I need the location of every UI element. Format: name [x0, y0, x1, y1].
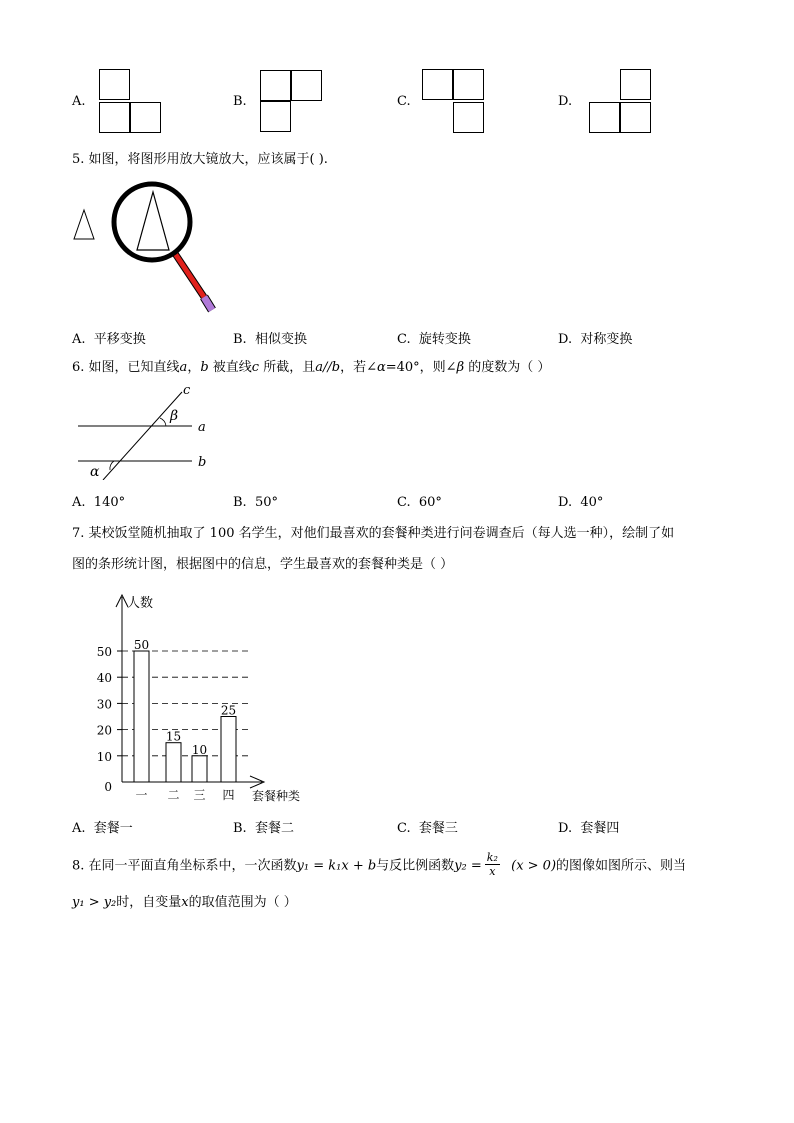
- q5-option-c[interactable]: C. 旋转变换: [397, 332, 471, 347]
- small-triangle: [74, 210, 94, 239]
- q7-stem-line1: 7. 某校饭堂随机抽取了 100 名学生，对他们最喜欢的套餐种类进行问卷调查后（每人选一种），绘制了如: [72, 526, 675, 541]
- label-b: b: [198, 455, 207, 470]
- bar-2: [166, 743, 181, 782]
- q5-magnifier-figure: [66, 180, 226, 320]
- q6-option-b[interactable]: B. 50°: [233, 495, 278, 510]
- y-tick-label-20: 20: [96, 723, 112, 738]
- label-a: a: [198, 420, 206, 435]
- y-tick-label-50: 50: [96, 645, 112, 659]
- q8-stem-line2: y₁ > y₂时，自变量x的取值范围为（ ）: [72, 895, 297, 910]
- category-label-1: 一: [135, 788, 148, 802]
- q6-option-c[interactable]: C. 60°: [397, 495, 442, 510]
- q8-fraction: $\frac{\text{k₂}}{x}$: [486, 851, 498, 878]
- y-tick-label-0: 0: [104, 780, 112, 794]
- q7-option-a[interactable]: A. 套餐一: [72, 821, 133, 836]
- q4-option-a-letter: A.: [72, 94, 86, 109]
- q7-option-d[interactable]: D. 套餐四: [558, 821, 620, 836]
- y-tick-label-40: 40: [96, 671, 112, 686]
- bar-value-label-2: 15: [165, 729, 182, 744]
- q6-option-a[interactable]: A. 140°: [72, 495, 126, 510]
- q5-option-d[interactable]: D. 对称变换: [558, 332, 633, 347]
- label-alpha: α: [90, 464, 100, 480]
- bar-4: [221, 717, 236, 783]
- bar-1: [134, 651, 149, 782]
- q5-option-b[interactable]: B. 相似变换: [233, 332, 307, 347]
- bar-value-label-4: 25: [220, 703, 237, 718]
- q4-option-b-letter: B.: [233, 94, 247, 109]
- x-axis-label: 套餐种类: [252, 789, 301, 803]
- q6-option-d[interactable]: D. 40°: [558, 495, 604, 510]
- q7-option-b[interactable]: B. 套餐二: [233, 821, 294, 836]
- category-label-2: 二: [167, 788, 180, 802]
- bar-value-label-3: 10: [191, 742, 208, 757]
- category-label-3: 三: [193, 788, 206, 802]
- y-tick-label-10: 10: [96, 749, 112, 764]
- magnifier-handle: [174, 252, 206, 300]
- q8-formula-inverse-lhs: y₂ =: [454, 858, 482, 874]
- q5-stem: 5. 如图，将图形用放大镜放大，应该属于( ).: [72, 152, 328, 167]
- magnifier-handle-end: [204, 297, 212, 310]
- y-tick-label-30: 30: [96, 697, 112, 712]
- q4-option-c-letter: C.: [397, 94, 411, 109]
- bar-value-label-1: 50: [133, 638, 150, 652]
- y-axis-label: 人数: [127, 596, 154, 611]
- q4-option-d-letter: D.: [558, 94, 573, 109]
- q8-stem-line1: 8. 在同一平面直角坐标系中，一次函数y₁ = k₁x + b与反比例函数y₂ = $\frac{\text{k₂}}{x}$ (x > 0)的图像如图所示、则当: [72, 851, 687, 878]
- label-c: c: [183, 383, 191, 398]
- q7-stem-line2: 图的条形统计图，根据图中的信息，学生最喜欢的套餐种类是（ ）: [72, 557, 454, 572]
- category-label-4: 四: [222, 788, 235, 802]
- line-c: [103, 392, 182, 480]
- q7-bar-chart: [80, 585, 320, 810]
- bar-3: [192, 756, 207, 782]
- q5-option-a[interactable]: A. 平移变换: [72, 332, 146, 347]
- label-beta: β: [170, 408, 179, 424]
- q7-option-c[interactable]: C. 套餐三: [397, 821, 458, 836]
- q8-formula-linear: y₁ = k₁x + b: [296, 858, 377, 874]
- q6-parallel-lines-figure: [70, 380, 220, 480]
- q6-stem: 6. 如图，已知直线a，b 被直线c 所截，且a//b，若∠α=40°，则∠β 的度数为（ ）: [72, 360, 551, 375]
